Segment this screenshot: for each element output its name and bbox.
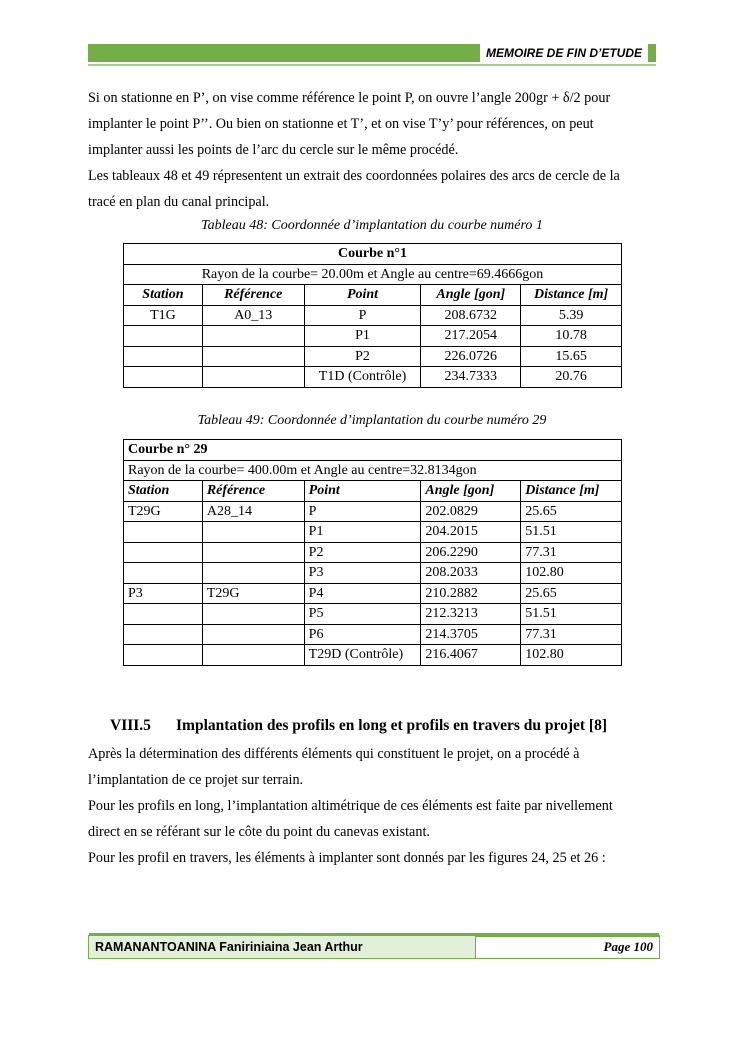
table-cell: T1D (Contrôle) xyxy=(304,367,421,388)
table-cell xyxy=(202,645,304,666)
table-cell xyxy=(124,367,203,388)
text-line: l’implantation de ce projet sur terrain. xyxy=(88,772,304,788)
page-number: Page 100 xyxy=(603,939,653,954)
text-line: Pour les profil en travers, les éléments à implanter sont donnés par les figures 24, 25 et 26 : xyxy=(88,850,606,866)
header-rule xyxy=(88,64,656,66)
table-cell xyxy=(124,604,203,625)
table-row xyxy=(124,522,622,543)
table-cell xyxy=(202,542,304,563)
col-header: Référence xyxy=(202,285,304,306)
table-cell: 208.6732 xyxy=(421,305,521,326)
table-cell xyxy=(124,563,203,584)
table-cell xyxy=(202,326,304,347)
text-line: implanter le point P’’. Ou bien on stationne et T’, et on vise T’y’ pour références, on peut xyxy=(88,116,594,132)
table48-header-row xyxy=(124,285,622,306)
table-cell xyxy=(124,624,203,645)
text-line: direct en se référant sur le côte du point du canevas existant. xyxy=(88,824,430,840)
table-cell: 212.3213 xyxy=(421,604,521,625)
table-cell: 15.65 xyxy=(521,346,622,367)
table-cell: 216.4067 xyxy=(421,645,521,666)
text-line: tracé en plan du canal principal. xyxy=(88,194,270,210)
table-cell xyxy=(202,346,304,367)
col-header: Distance [m] xyxy=(521,481,622,502)
table-cell: 25.65 xyxy=(521,583,622,604)
table-row xyxy=(124,346,622,367)
table-cell xyxy=(202,563,304,584)
col-header: Angle [gon] xyxy=(421,285,521,306)
table-cell xyxy=(124,645,203,666)
table-row xyxy=(124,563,622,584)
table-cell xyxy=(124,346,203,367)
col-header: Angle [gon] xyxy=(421,481,521,502)
table-cell: A0_13 xyxy=(202,305,304,326)
text-line: implanter aussi les points de l’arc du cercle sur le même procédé. xyxy=(88,142,459,158)
table-cell: T29G xyxy=(124,501,203,522)
table-cell: 51.51 xyxy=(521,522,622,543)
table-cell: P6 xyxy=(304,624,421,645)
table-cell: 206.2290 xyxy=(421,542,521,563)
table-cell xyxy=(202,367,304,388)
section-number: VIII.5 xyxy=(110,717,151,734)
table-cell: P xyxy=(304,305,421,326)
table-row xyxy=(124,624,622,645)
table-cell: 102.80 xyxy=(521,645,622,666)
table-cell: 51.51 xyxy=(521,604,622,625)
table48-subtitle: Rayon de la courbe= 20.00m et Angle au centre=69.4666gon xyxy=(124,264,622,285)
section-heading xyxy=(110,717,607,735)
header-bar xyxy=(88,44,656,62)
table-row xyxy=(124,305,622,326)
table-cell: P1 xyxy=(304,326,421,347)
col-header: Point xyxy=(304,481,421,502)
table-row xyxy=(124,367,622,388)
footer-author: RAMANANTOANINA Faniriniaina Jean Arthur xyxy=(95,940,363,954)
text-line: Pour les profils en long, l’implantation altimétrique de ces éléments est faite par nivellement xyxy=(88,798,613,814)
col-header: Station xyxy=(124,285,203,306)
text-line: Si on stationne en P’, on vise comme référence le point P, on ouvre l’angle 200gr + δ/2 pour xyxy=(88,90,611,106)
col-header: Distance [m] xyxy=(521,285,622,306)
table48 xyxy=(123,243,622,388)
table-cell: 77.31 xyxy=(521,624,622,645)
table-cell: 234.7333 xyxy=(421,367,521,388)
table-cell: 25.65 xyxy=(521,501,622,522)
table-cell: A28_14 xyxy=(202,501,304,522)
col-header: Référence xyxy=(202,481,304,502)
footer-author-box xyxy=(89,936,476,958)
intro-paragraph xyxy=(88,85,654,215)
table-cell: P xyxy=(304,501,421,522)
col-header: Station xyxy=(124,481,203,502)
table-row xyxy=(124,645,622,666)
table-cell: 208.2033 xyxy=(421,563,521,584)
table-cell: T29D (Contrôle) xyxy=(304,645,421,666)
header-title: MEMOIRE DE FIN D’ETUDE xyxy=(480,44,648,62)
table-cell: 214.3705 xyxy=(421,624,521,645)
table49-subtitle: Rayon de la courbe= 400.00m et Angle au centre=32.8134gon xyxy=(124,460,622,481)
footer xyxy=(88,935,660,959)
table-cell: P4 xyxy=(304,583,421,604)
table-cell: 202.0829 xyxy=(421,501,521,522)
table-cell: T29G xyxy=(202,583,304,604)
table-cell xyxy=(202,604,304,625)
table-cell: P2 xyxy=(304,346,421,367)
table-cell: P2 xyxy=(304,542,421,563)
section-paragraph xyxy=(88,741,654,871)
table-cell xyxy=(202,522,304,543)
table-cell: 217.2054 xyxy=(421,326,521,347)
table-cell xyxy=(124,326,203,347)
col-header: Point xyxy=(304,285,421,306)
table-cell xyxy=(202,624,304,645)
table-cell xyxy=(124,542,203,563)
table-row xyxy=(124,542,622,563)
table-cell: P3 xyxy=(304,563,421,584)
table-cell: 5.39 xyxy=(521,305,622,326)
table48-caption: Tableau 48: Coordonnée d’implantation du courbe numéro 1 xyxy=(201,218,543,233)
table-row xyxy=(124,583,622,604)
table-row xyxy=(124,501,622,522)
table-cell: 102.80 xyxy=(521,563,622,584)
table-row xyxy=(124,604,622,625)
text-line: Les tableaux 48 et 49 répresentent un extrait des coordonnées polaires des arcs de cercle de la xyxy=(88,168,620,184)
section-title: Implantation des profils en long et profils en travers du projet [8] xyxy=(176,717,607,734)
table-cell: P1 xyxy=(304,522,421,543)
table-cell: 226.0726 xyxy=(421,346,521,367)
table49-title: Courbe n° 29 xyxy=(124,440,622,461)
table49-header-row xyxy=(124,481,622,502)
table-cell: 77.31 xyxy=(521,542,622,563)
text-line: Après la détermination des différents éléments qui constituent le projet, on a procédé à xyxy=(88,746,580,762)
table-cell: 204.2015 xyxy=(421,522,521,543)
table-cell: 20.76 xyxy=(521,367,622,388)
table-cell: 10.78 xyxy=(521,326,622,347)
table-cell: P5 xyxy=(304,604,421,625)
table-cell xyxy=(124,522,203,543)
table48-title: Courbe n°1 xyxy=(124,244,622,265)
table49-caption: Tableau 49: Coordonnée d’implantation du courbe numéro 29 xyxy=(197,413,547,428)
table-cell: T1G xyxy=(124,305,203,326)
table-cell: 210.2882 xyxy=(421,583,521,604)
table49 xyxy=(123,439,622,666)
table-cell: P3 xyxy=(124,583,203,604)
table-row xyxy=(124,326,622,347)
